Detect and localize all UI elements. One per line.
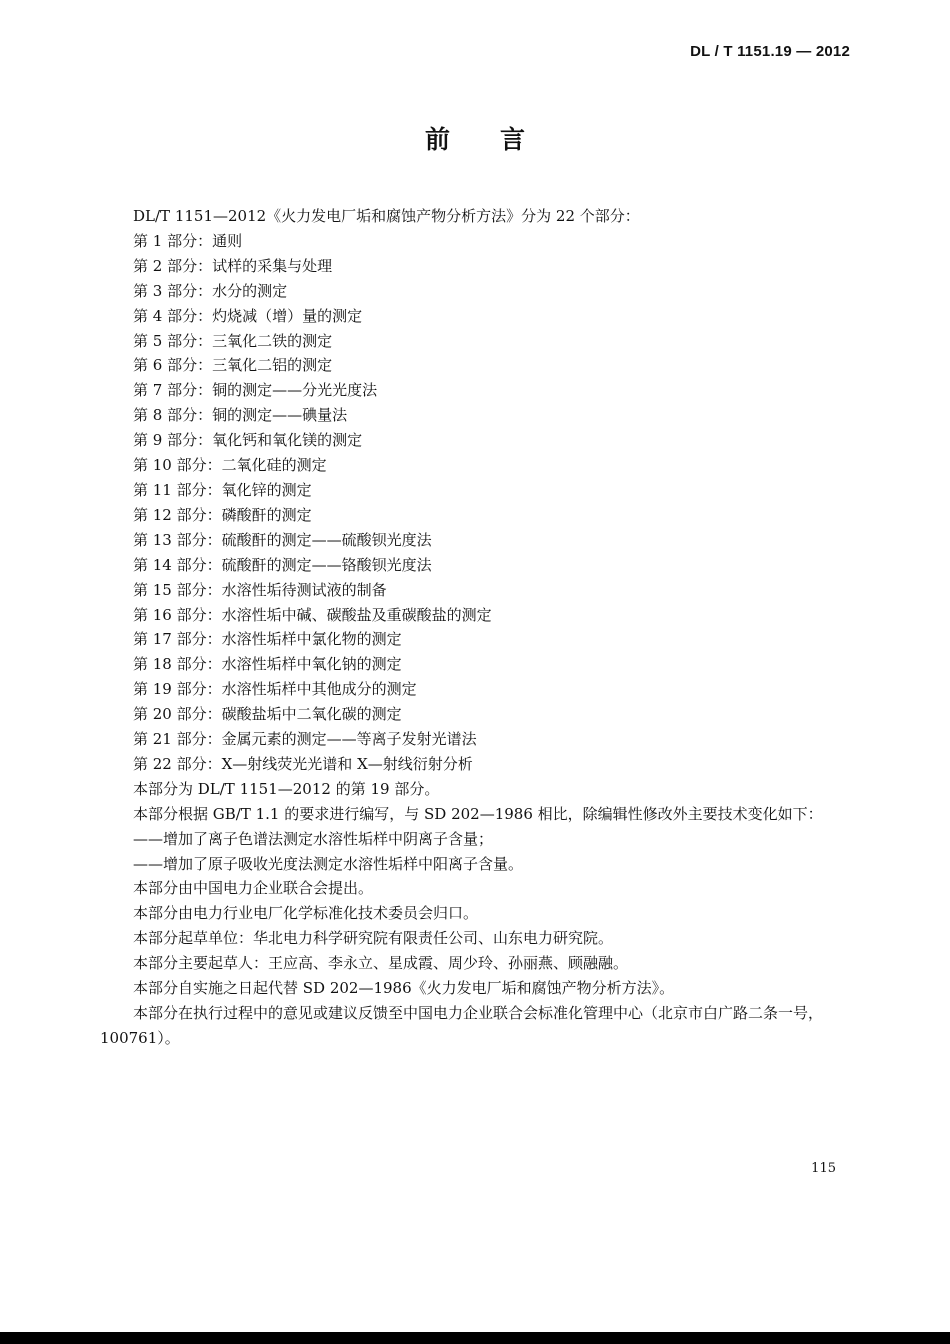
part-list-item: 第 11 部分：氧化锌的测定: [133, 480, 312, 499]
part-list-item: 第 21 部分：金属元素的测定——等离子发射光谱法: [133, 730, 477, 749]
part-list-item: 第 6 部分：三氧化二铝的测定: [133, 356, 333, 375]
part-list-item: 第 5 部分：三氧化二铁的测定: [133, 331, 333, 350]
paragraph-intro: DL/T 1151—2012《火力发电厂垢和腐蚀产物分析方法》分为 22 个部分：: [133, 207, 640, 225]
part-list-item: 第 15 部分：水溶性垢待测试液的制备: [133, 580, 387, 599]
part-list-item: 第 18 部分：水溶性垢样中氧化钠的测定: [133, 655, 402, 674]
paragraph: 本部分起草单位：华北电力科学研究院有限责任公司、山东电力研究院。: [133, 929, 614, 948]
part-list-item: 第 20 部分：碳酸盐垢中二氧化碳的测定: [133, 705, 402, 724]
page-number: 115: [811, 1161, 836, 1176]
part-list-item: 第 12 部分：磷酸酐的测定: [133, 505, 312, 524]
part-list-item: 第 7 部分：铜的测定——分光光度法: [133, 381, 378, 400]
document-code: DL / T 1151.19 — 2012: [690, 43, 850, 60]
change-item: ——增加了原子吸收光度法测定水溶性垢样中阳离子含量。: [133, 854, 524, 873]
paragraph: 本部分自实施之日起代替 SD 202—1986《火力发电厂垢和腐蚀产物分析方法》。: [133, 979, 675, 998]
foreword-body: [100, 204, 852, 1051]
paragraph: 本部分根据 GB/T 1.1 的要求进行编写，与 SD 202—1986 相比，除编辑性修改外主要技术变化如下：: [133, 804, 823, 823]
change-item: ——增加了离子色谱法测定水溶性垢样中阴离子含量；: [133, 829, 494, 848]
part-list-item: 第 14 部分：硫酸酐的测定——铬酸钡光度法: [133, 555, 432, 574]
paragraph: 本部分主要起草人：王应高、李永立、星成霞、周少玲、孙丽燕、顾融融。: [133, 954, 629, 973]
part-list-item: 第 19 部分：水溶性垢样中其他成分的测定: [133, 680, 417, 699]
part-list-item: 第 13 部分：硫酸酐的测定——硫酸钡光度法: [133, 530, 432, 549]
paragraph: 本部分由中国电力企业联合会提出。: [133, 879, 374, 898]
part-list-item: 第 17 部分：水溶性垢样中氯化物的测定: [133, 630, 402, 649]
page-title: 前言: [424, 125, 575, 154]
part-list-item: 第 9 部分：氧化钙和氧化镁的测定: [133, 431, 363, 450]
part-list-item: 第 3 部分：水分的测定: [133, 281, 288, 300]
part-list-item: 第 4 部分：灼烧减（增）量的测定: [133, 306, 363, 325]
paragraph: 本部分由电力行业电厂化学标准化技术委员会归口。: [133, 904, 479, 923]
part-list-item: 第 8 部分：铜的测定——碘量法: [133, 406, 348, 425]
part-list-item: 第 2 部分：试样的采集与处理: [133, 256, 333, 275]
paragraph: 本部分为 DL/T 1151—2012 的第 19 部分。: [133, 779, 440, 798]
page-bottom-edge: [0, 1332, 950, 1344]
part-list-item: 第 22 部分：X—射线荧光光谱和 X—射线衍射分析: [133, 754, 473, 773]
part-list-item: 第 1 部分：通则: [133, 231, 243, 250]
part-list-item: 第 16 部分：水溶性垢中碱、碳酸盐及重碳酸盐的测定: [133, 605, 492, 624]
paragraph: 本部分在执行过程中的意见或建议反馈至中国电力企业联合会标准化管理中心（北京市白广路二条一号，100761）。: [100, 1004, 824, 1047]
part-list-item: 第 10 部分：二氧化硅的测定: [133, 456, 327, 475]
